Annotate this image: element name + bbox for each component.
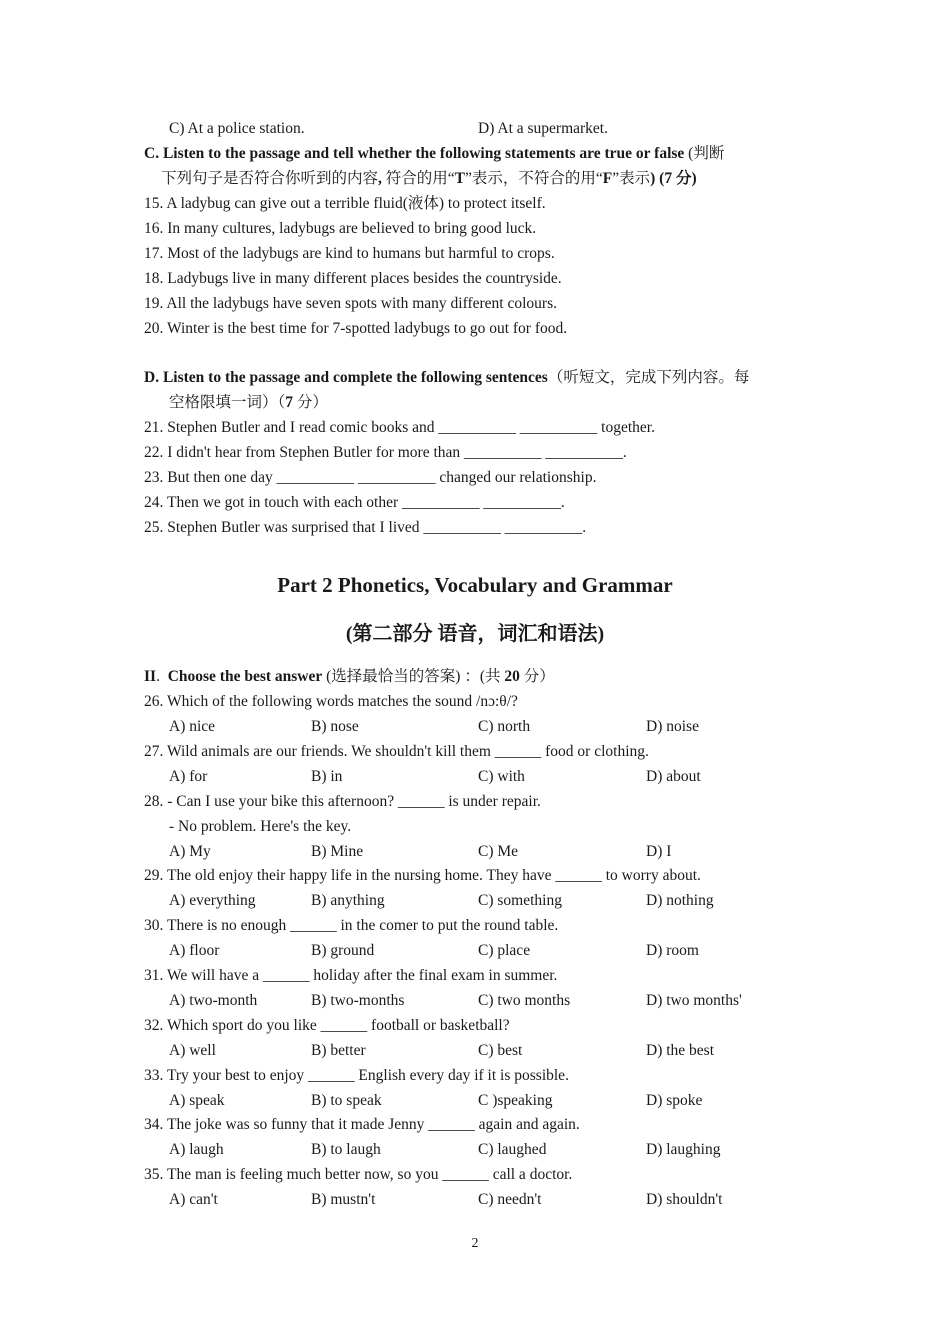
section-ii-number: II — [144, 668, 157, 685]
q28-option-a: A) My — [169, 843, 211, 860]
q29-option-c: C) something — [478, 892, 562, 909]
sentence-24: 24. Then we got in touch with each other __________ __________. — [144, 494, 565, 511]
prev-option-c: C) At a police station. — [169, 120, 305, 137]
q28-option-d: D) I — [646, 843, 672, 860]
q33-option-a: A) speak — [169, 1092, 225, 1109]
section-ii-heading-end: 分） — [519, 668, 555, 685]
statement-19: 19. All the ladybugs have seven spots with many different colours. — [144, 295, 557, 312]
q31-option-c: C) two months — [478, 992, 571, 1009]
section-c-heading — [144, 144, 724, 164]
section-c-instruction-b: , — [378, 170, 386, 187]
sentence-23: 23. But then one day __________ __________ changed our relationship. — [144, 469, 597, 486]
q33-option-c: C )speaking — [478, 1092, 553, 1109]
section-c-heading-bold: C. Listen to the passage and tell whether the following statements are true or false — [144, 145, 685, 162]
q33-option-d: D) spoke — [646, 1092, 703, 1109]
q30-option-a: A) floor — [169, 942, 220, 959]
q32-option-c: C) best — [478, 1042, 523, 1059]
q27-option-a: A) for — [169, 768, 208, 785]
q32-option-d: D) the best — [646, 1042, 715, 1059]
q27-option-d: D) about — [646, 768, 701, 785]
question-28-stem: 28. - Can I use your bike this afternoon? ______ is under repair. — [144, 793, 541, 810]
section-c-instruction-d: ”表示，不符合的用“ — [465, 170, 603, 187]
question-35-stem: 35. The man is feeling much better now, so you ______ call a doctor. — [144, 1166, 573, 1183]
q29-option-d: D) nothing — [646, 892, 714, 909]
q31-option-b: B) two-months — [311, 992, 405, 1009]
statement-20: 20. Winter is the best time for 7-spotted ladybugs to go out for food. — [144, 320, 568, 337]
q35-option-c: C) needn't — [478, 1191, 542, 1208]
section-c-instruction-c: 符合的用“ — [385, 170, 455, 187]
q34-option-c: C) laughed — [478, 1141, 547, 1158]
q35-option-a: A) can't — [169, 1191, 218, 1208]
q35-option-b: B) mustn't — [311, 1191, 376, 1208]
q31-option-d: D) two months' — [646, 992, 742, 1009]
q34-option-b: B) to laugh — [311, 1141, 381, 1158]
q26-option-a: A) nice — [169, 718, 216, 735]
q35-option-d: D) shouldn't — [646, 1191, 723, 1208]
question-32-stem: 32. Which sport do you like ______ football or basketball? — [144, 1017, 510, 1034]
section-d-heading-tail: （听短文，完成下列内容。每 — [547, 369, 750, 386]
section-c-instruction-e: ”表示 — [612, 170, 651, 187]
q32-option-a: A) well — [169, 1042, 216, 1059]
sentence-25: 25. Stephen Butler was surprised that I lived __________ __________. — [144, 519, 587, 536]
q29-option-a: A) everything — [169, 892, 256, 909]
section-ii-heading — [144, 667, 555, 687]
q28-option-b: B) Mine — [311, 843, 364, 860]
q30-option-b: B) ground — [311, 942, 375, 959]
statement-16: 16. In many cultures, ladybugs are believed to bring good luck. — [144, 220, 537, 237]
section-c-instruction-a: 下列句子是否符合你听到的内容 — [161, 170, 379, 187]
statement-18: 18. Ladybugs live in many different places besides the countryside. — [144, 270, 562, 287]
sentence-21: 21. Stephen Butler and I read comic books and __________ __________ together. — [144, 419, 655, 436]
q34-option-d: D) laughing — [646, 1141, 721, 1158]
section-d-instruction-b: 7 — [285, 394, 294, 411]
question-31-stem: 31. We will have a ______ holiday after the final exam in summer. — [144, 967, 558, 984]
q32-option-b: B) better — [311, 1042, 366, 1059]
q27-option-c: C) with — [478, 768, 525, 785]
q29-option-b: B) anything — [311, 892, 385, 909]
q26-option-d: D) noise — [646, 718, 699, 735]
section-d-instruction-c: 分） — [293, 394, 328, 411]
statement-15: 15. A ladybug can give out a terrible fluid(液体) to protect itself. — [144, 195, 546, 212]
q30-option-c: C) place — [478, 942, 531, 959]
section-c-instruction-t: T — [454, 170, 465, 187]
q33-option-b: B) to speak — [311, 1092, 382, 1109]
page-number: 2 — [471, 1236, 479, 1251]
question-30-stem: 30. There is no enough ______ in the comer to put the round table. — [144, 917, 559, 934]
part2-subtitle: (第二部分 语音，词汇和语法) — [345, 623, 605, 645]
section-d-heading — [144, 368, 749, 388]
section-ii-total: 20 — [504, 668, 520, 685]
section-ii-heading-mid: (选择最恰当的答案) ：(共 — [322, 668, 505, 685]
part2-title: Part 2 Phonetics, Vocabulary and Grammar — [277, 573, 673, 597]
statement-17: 17. Most of the ladybugs are kind to humans but harmful to crops. — [144, 245, 555, 262]
section-c-instruction — [161, 169, 697, 189]
section-d-instruction — [169, 393, 328, 413]
section-c-heading-tail: (判断 — [684, 145, 725, 162]
question-28-reply: - No problem. Here's the key. — [169, 818, 352, 835]
question-27-stem: 27. Wild animals are our friends. We shouldn't kill them ______ food or clothing. — [144, 743, 649, 760]
q26-option-c: C) north — [478, 718, 531, 735]
q27-option-b: B) in — [311, 768, 343, 785]
question-29-stem: 29. The old enjoy their happy life in the nursing home. They have ______ to worry about. — [144, 867, 701, 884]
section-c-instruction-f-letter: F — [602, 170, 613, 187]
question-34-stem: 34. The joke was so funny that it made Jenny ______ again and again. — [144, 1116, 580, 1133]
q30-option-d: D) room — [646, 942, 699, 959]
q26-option-b: B) nose — [311, 718, 359, 735]
question-26-stem: 26. Which of the following words matches the sound /nɔ:θ/? — [144, 693, 518, 710]
question-33-stem: 33. Try your best to enjoy ______ English every day if it is possible. — [144, 1067, 569, 1084]
prev-option-d: D) At a supermarket. — [478, 120, 608, 137]
section-ii-heading-bold: Choose the best answer — [167, 668, 323, 685]
section-c-instruction-score: ) (7 分) — [650, 170, 697, 187]
section-d-heading-bold: D. Listen to the passage and complete the following sentences — [144, 369, 548, 386]
section-ii-dot: . — [156, 668, 160, 685]
sentence-22: 22. I didn't hear from Stephen Butler for more than __________ __________. — [144, 444, 627, 461]
q31-option-a: A) two-month — [169, 992, 258, 1009]
q28-option-c: C) Me — [478, 843, 519, 860]
q34-option-a: A) laugh — [169, 1141, 224, 1158]
section-d-instruction-a: 空格限填一词）（ — [169, 394, 286, 411]
